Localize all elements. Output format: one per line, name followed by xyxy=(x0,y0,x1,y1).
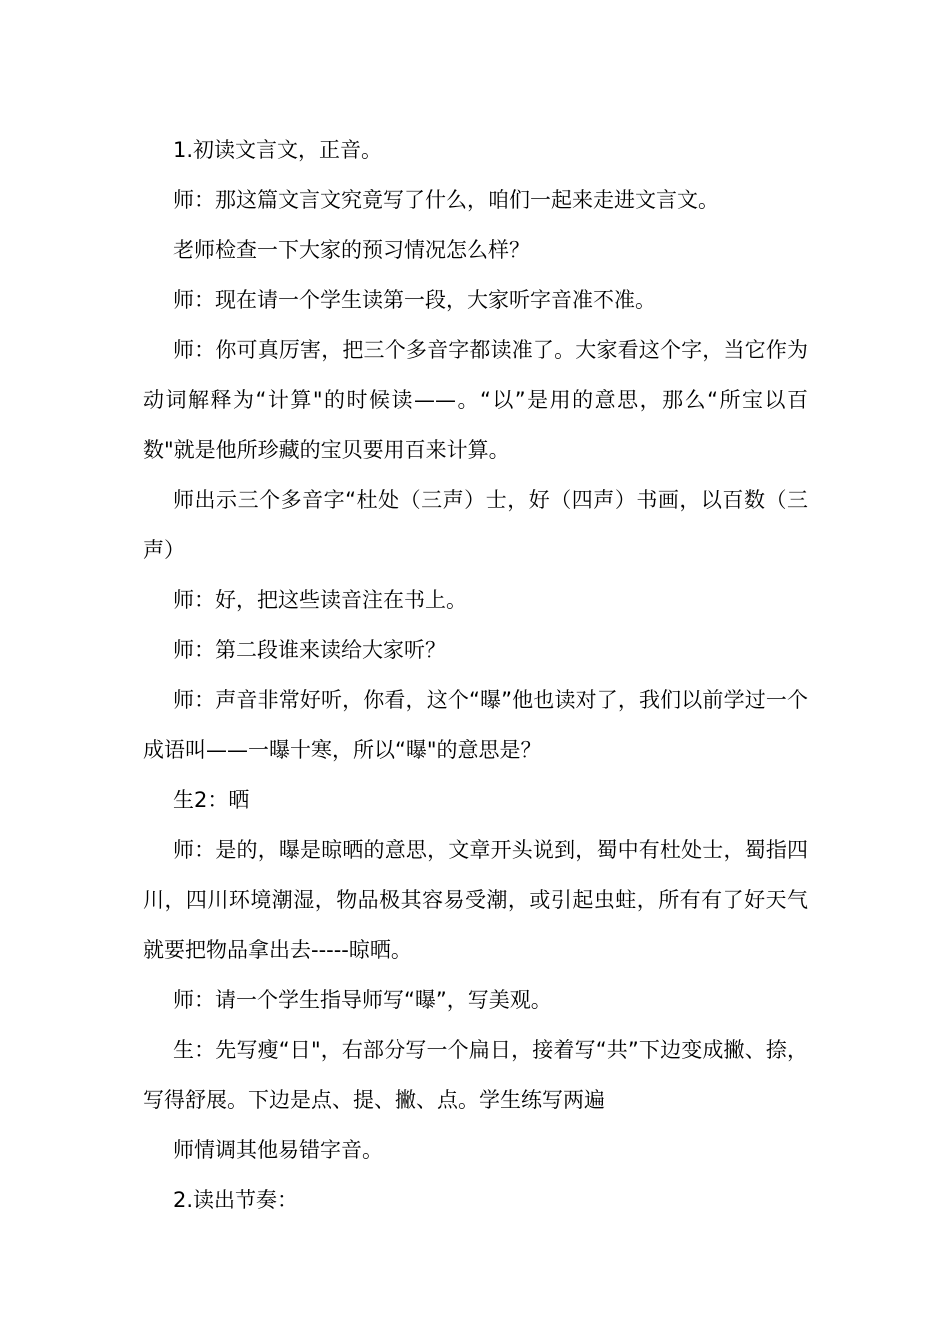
paragraph: 生：先写瘦“日"，右部分写一个扁日，接着写“共”下边变成撇、捺，写得舒展。下边是点、提、撇、点。学生练写两遍 xyxy=(143,1038,808,1112)
paragraph: 师：是的，曝是晾晒的意思，文章开头说到，蜀中有杜处士，蜀指四川，四川环境潮湿，物品极其容易受潮，或引起虫蛀，所有有了好天气就要把物品拿出去-----晾晒。 xyxy=(143,838,808,962)
paragraph: 生2：晒 xyxy=(173,788,250,812)
heading-read-rhythm: 2.读出节奏： xyxy=(173,1188,299,1212)
paragraph: 师：你可真厉害，把三个多音字都读准了。大家看这个字，当它作为动词解释为“计算"的时候读——。“以”是用的意思，那么“所宝以百数"就是他所珍藏的宝贝要用百来计算。 xyxy=(143,338,808,462)
paragraph: 师：那这篇文言文究竟写了什么，咱们一起来走进文言文。 xyxy=(173,188,719,212)
paragraph: 师：请一个学生指导师写“曝”，写美观。 xyxy=(173,988,552,1012)
paragraph: 师出示三个多音字“杜处（三声）士，好（四声）书画，以百数（三声） xyxy=(143,488,808,562)
heading-initial-reading: 1.初读文言文，正音。 xyxy=(173,138,383,162)
paragraph: 师情调其他易错字音。 xyxy=(173,1138,383,1162)
paragraph: 师：好，把这些读音注在书上。 xyxy=(173,588,467,612)
paragraph: 老师检查一下大家的预习情况怎么样？ xyxy=(173,238,530,262)
paragraph: 师：声音非常好听，你看，这个“曝”他也读对了，我们以前学过一个成语叫——一曝十寒，所以“曝"的意思是？ xyxy=(143,688,808,762)
paragraph: 师：第二段谁来读给大家听？ xyxy=(173,638,446,662)
paragraph: 师：现在请一个学生读第一段，大家听字音准不准。 xyxy=(173,288,656,312)
